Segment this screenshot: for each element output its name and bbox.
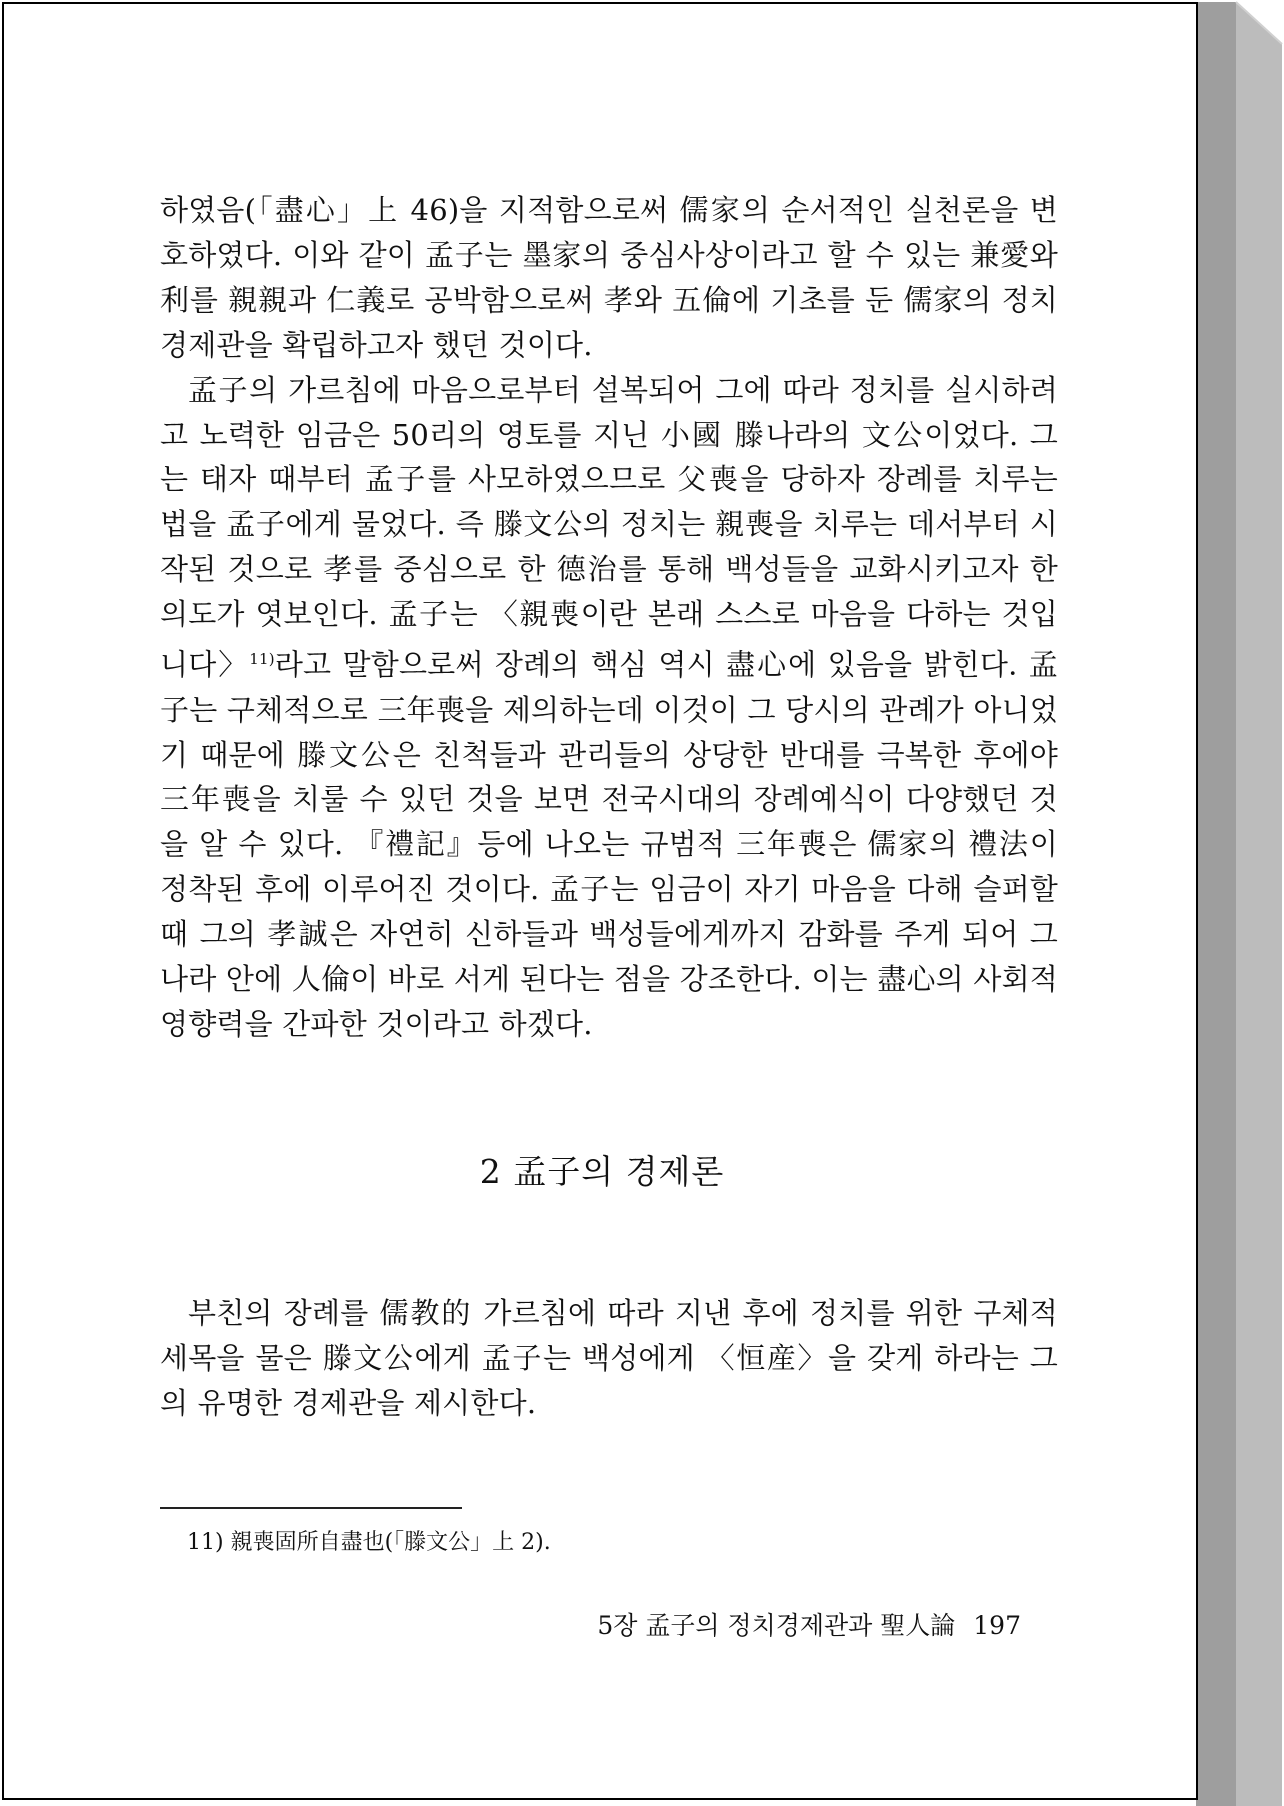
paragraph-2-part-2: 라고 말함으로써 장례의 핵심 역시 盡心에 있음을 밝힌다. 孟子는 구체적으로 三年喪을 제의하는데 이것이 그 당시의 관례가 아니었기 때문에 滕文公은 친척들과 관리들의 상당한 반대를 극복한 후에야 三年喪을 치룰 수 있던 것을 보면 전국시대의 장례예식이 다양했던 것을 알 수 있다. 『禮記』등에 나오는 규범적 三年喪은 儒家의 禮法이 정착된 후에 이루어진 것이다. 孟子는 임금이 자기 마음을 다해 슬퍼할 때 그의 孝誠은 자연히 신하들과 백성들에게까지 감화를 주게 되어 그 나라 안에 人倫이 바로 서게 된다는 점을 강조한다. 이는 盡心의 사회적 영향력을 간파한 것이라고 하겠다.	[160, 647, 1058, 1041]
footnote-divider	[160, 1507, 462, 1509]
paragraph-2-part-1: 孟子의 가르침에 마음으로부터 설복되어 그에 따라 정치를 실시하려고 노력한 임금은 50리의 영토를 지닌 小國 滕나라의 文公이었다. 그는 태자 때부터 孟子를 사모하였으므로 父喪을 당하자 장례를 치루는 법을 孟子에게 물었다. 즉 滕文公의 정치는 親喪을 치루는 데서부터 시작된 것으로 孝를 중심으로 한 德治를 통해 백성들을 교화시키고자 한 의도가 엿보인다. 孟子는 〈親喪이란 본래 스스로 마음을 다하는 것입니다〉	[160, 372, 1058, 682]
paragraph-2	[160, 368, 1058, 1047]
running-footer	[597, 1610, 1021, 1642]
paragraph-3: 부친의 장례를 儒教的 가르침에 따라 지낸 후에 정치를 위한 구체적 세목을 물은 滕文公에게 孟子는 백성에게 〈恒産〉을 갖게 하라는 그의 유명한 경제관을 제시한다.	[160, 1296, 1058, 1420]
body-text-bottom	[160, 1291, 1058, 1426]
body-text-top	[160, 188, 1058, 1047]
section-heading: 2 孟子의 경제론	[479, 1152, 725, 1191]
footnote: 11) 親喪固所自盡也(「滕文公」上 2).	[187, 1530, 551, 1555]
footnote-reference: 11)	[249, 650, 275, 669]
document-page	[2, 2, 1198, 1800]
page-number: 197	[973, 1611, 1021, 1640]
book-edge-3d	[1196, 0, 1284, 1806]
footer-chapter-title: 5장 孟子의 정치경제관과 聖人論	[597, 1611, 956, 1640]
paragraph-1: 하였음(「盡心」上 46)을 지적함으로써 儒家의 순서적인 실천론을 변호하였다. 이와 같이 孟子는 墨家의 중심사상이라고 할 수 있는 兼愛와 利를 親親과 仁義로 공박함으로써 孝와 五倫에 기초를 둔 儒家의 정치경제관을 확립하고자 했던 것이다.	[160, 193, 1058, 362]
